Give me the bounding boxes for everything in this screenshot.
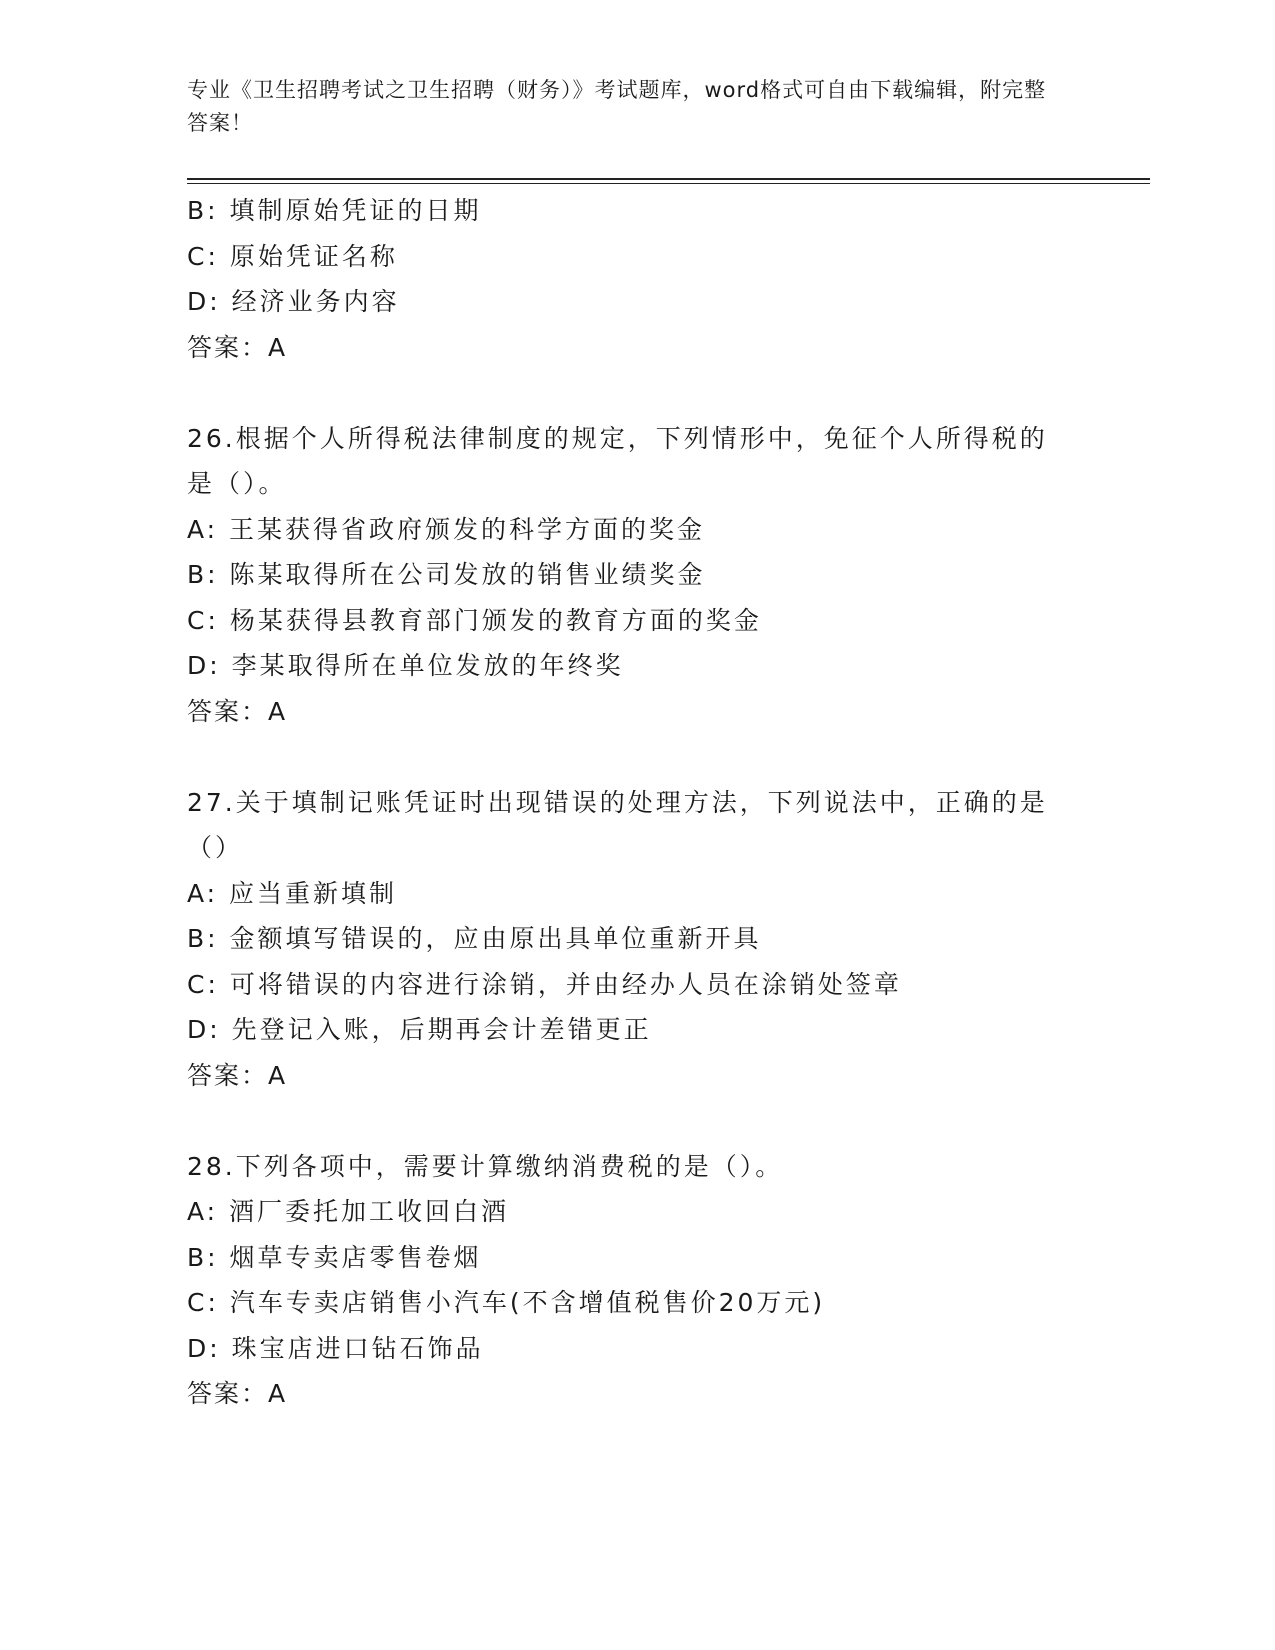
- option-d: D: 经济业务内容: [187, 287, 400, 316]
- spacer: [187, 370, 1087, 416]
- question-list: [187, 188, 1087, 1417]
- question-text: 26.根据个人所得税法律制度的规定，下列情形中，免征个人所得税的是（）。: [187, 423, 1048, 498]
- option-a: A: 王某获得省政府颁发的科学方面的奖金: [187, 514, 706, 544]
- spacer: [187, 1098, 1087, 1144]
- option-d: D: 先登记入账，后期再会计差错更正: [187, 1015, 652, 1044]
- answer: 答案：A: [187, 1379, 288, 1408]
- option-d: D: 李某取得所在单位发放的年终奖: [187, 651, 624, 680]
- document-header: 专业《卫生招聘考试之卫生招聘（财务）》考试题库，word格式可自由下载编辑，附完整答案！: [187, 78, 1047, 135]
- option-c: C: 可将错误的内容进行涂销，并由经办人员在涂销处签章: [187, 969, 902, 999]
- answer: 答案：A: [187, 332, 288, 362]
- option-a: A: 酒厂委托加工收回白酒: [187, 1197, 510, 1226]
- option-a: A: 应当重新填制: [187, 878, 398, 908]
- question-text: 27.关于填制记账凭证时出现错误的处理方法，下列说法中，正确的是（）: [187, 787, 1048, 862]
- question-26: [187, 416, 1087, 735]
- question-25-continued: [187, 188, 1087, 370]
- question-text: 28.下列各项中，需要计算缴纳消费税的是（）。: [187, 1151, 784, 1181]
- header-divider-thick: [187, 178, 1150, 180]
- option-b: B: 陈某取得所在公司发放的销售业绩奖金: [187, 560, 706, 589]
- header-divider-thin: [187, 183, 1150, 184]
- option-c: C: 杨某获得县教育部门颁发的教育方面的奖金: [187, 605, 762, 635]
- answer: 答案：A: [187, 696, 288, 726]
- question-28: [187, 1144, 1087, 1417]
- option-b: B: 填制原始凭证的日期: [187, 196, 482, 225]
- option-d: D: 珠宝店进口钻石饰品: [187, 1333, 484, 1363]
- question-27: [187, 780, 1087, 1099]
- option-b: B: 金额填写错误的，应由原出具单位重新开具: [187, 924, 762, 953]
- answer: 答案：A: [187, 1060, 288, 1090]
- option-b: B: 烟草专卖店零售卷烟: [187, 1242, 482, 1272]
- spacer: [187, 734, 1087, 780]
- option-c: C: 汽车专卖店销售小汽车(不含增值税售价20万元): [187, 1288, 826, 1317]
- option-c: C: 原始凭证名称: [187, 241, 398, 271]
